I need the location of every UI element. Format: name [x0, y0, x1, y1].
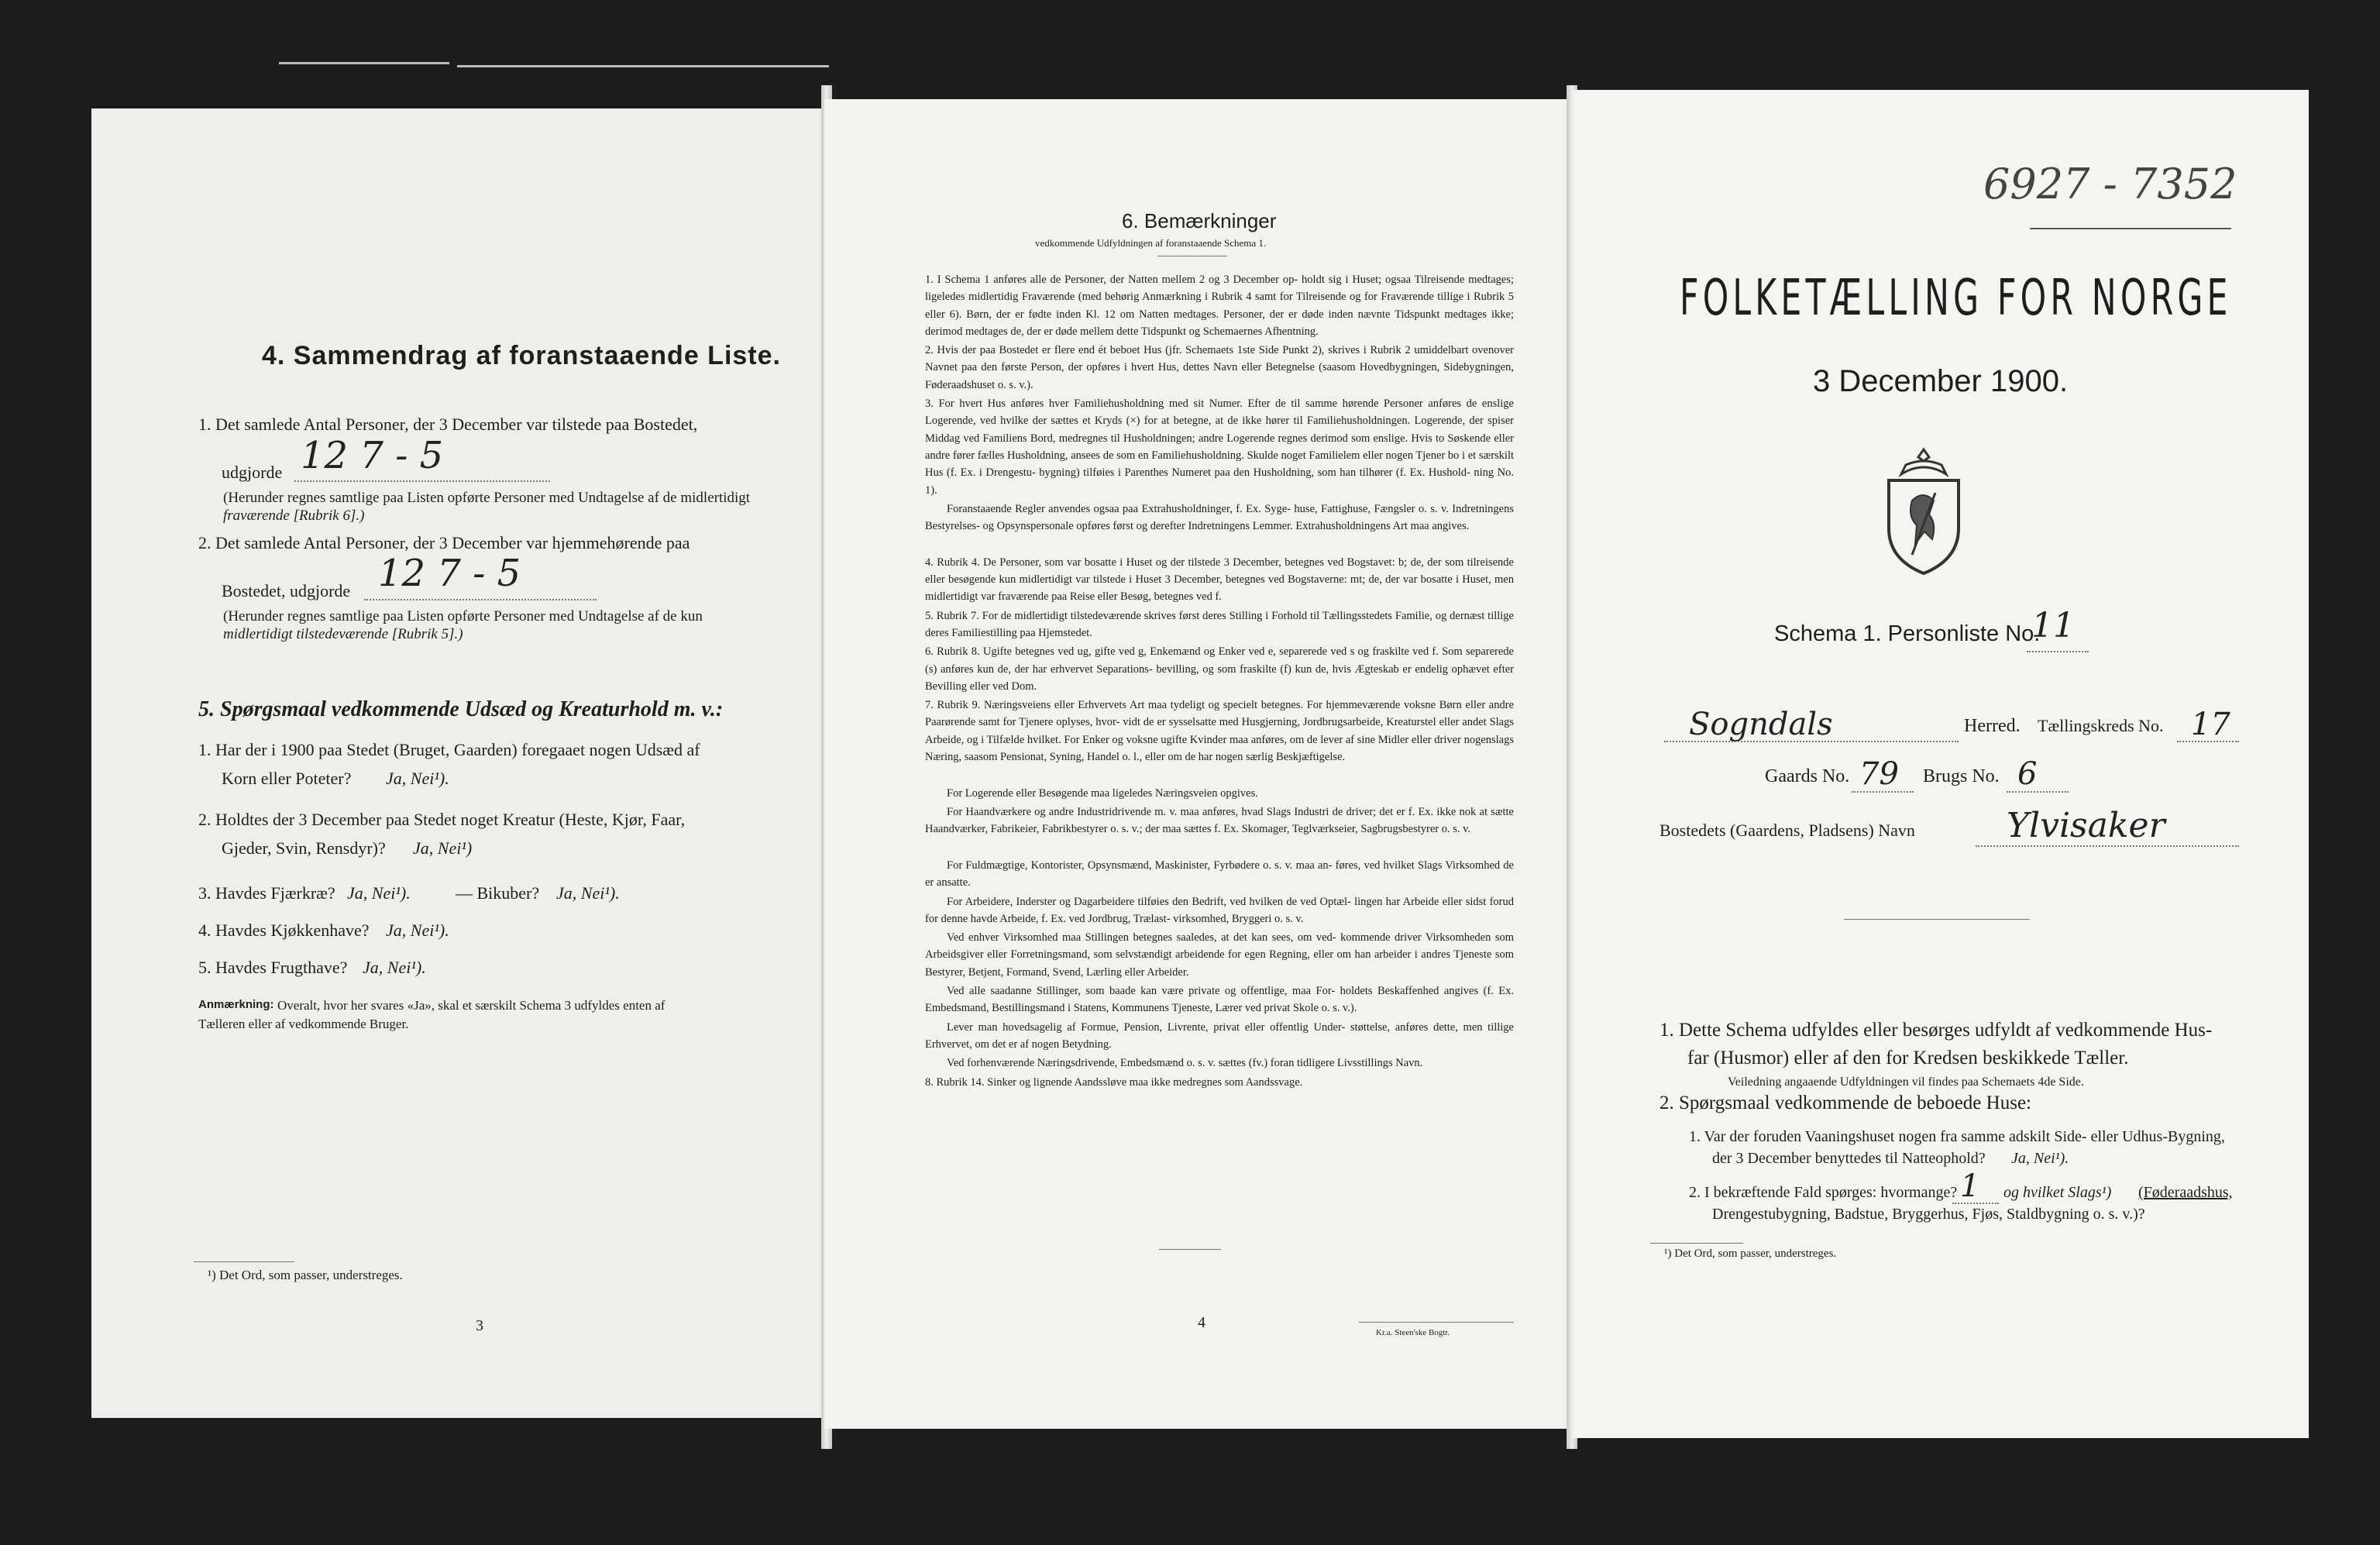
summary-item-1-note: (Herunder regnes samtlige paa Listen opførte Personer med Undtagelse af de midlertidigt: [223, 490, 751, 506]
question-5-answer: Ja, Nei¹).: [363, 958, 426, 977]
remark-item: Foranstaaende Regler anvendes ogsaa paa Extrahusholdninger, f. Ex. Syge- huse, Fattighuse, Fængsler o. s. v. Indretningens Bestyrelses- og Opsynspersonale opføres først og derefter Indretningens Lemmer. Extrahusholdningens Art maa angives.: [925, 502, 1514, 533]
remark-item: Lever man hovedsagelig af Formue, Pension, Livrente, privat eller offentlig Under- støttelse, anføres dette, men tillige Erhvervet, om det er af nogen Betydning.: [925, 1020, 1514, 1051]
schema-label: Schema 1. Personliste No.: [1774, 621, 2041, 646]
schema-number: 11: [2031, 606, 2075, 645]
fill-line: [1664, 741, 1959, 742]
house-question-2-options: (Føderaadshus,: [2138, 1184, 2233, 1201]
house-question-2-options-2: Drengestubygning, Badstue, Bryggerhus, Fjøs, Staldbygning o. s. v.)?: [1712, 1206, 2145, 1223]
house-question-2-middle: og hvilket Slags¹): [2003, 1184, 2112, 1201]
question-2: 2. Holdtes der 3 December paa Stedet noget Kreatur (Heste, Kjør, Faar,: [198, 810, 686, 829]
question-3: 3. Havdes Fjærkræ?: [198, 883, 335, 903]
summary-item-1: 1. Det samlede Antal Personer, der 3 December var tilstede paa Bostedet,: [198, 415, 698, 434]
house-question-2: 2. I bekræftende Fald spørges: hvormange?: [1689, 1184, 1958, 1201]
remark-item: 4. Rubrik 4. De Personer, som var bosatte i Huset og der tilstede 3 December, betegnes ved Bogstavet: b; de, der som tilreisende eller besøgende kun midlertidigt var tilstede i Huset 3 December, betegnes ved Bogstaverne: mt; de, der var bosatte i Huset, men midlertidigt var fraværende paa Reise eller Besøg, betegnes ved f.: [925, 556, 1514, 604]
question-5: 5. Havdes Frugthave?: [198, 958, 348, 977]
instruction-2: 2. Spørgsmaal vedkommende de beboede Huse:: [1659, 1093, 2031, 1113]
question-4: 4. Havdes Kjøkkenhave?: [198, 920, 370, 940]
section-4-title: 4. Sammendrag af foranstaaende Liste.: [262, 341, 781, 370]
page-number: 4: [1198, 1314, 1205, 1331]
house-question-1-answer: Ja, Nei¹).: [2011, 1150, 2069, 1167]
archive-number: 6927 - 7352: [1983, 160, 2237, 208]
form-title: FOLKETÆLLING FOR NORGE: [1680, 270, 2232, 327]
fill-line: [1852, 791, 1914, 793]
house-question-1: 1. Var der foruden Vaaningshuset nogen fra samme adskilt Side- eller Udhus-Bygning,: [1689, 1128, 2225, 1145]
background-mark: [279, 62, 449, 64]
instruction-1: 1. Dette Schema udfyldes eller besørges udfyldt af vedkommende Hus-: [1659, 1020, 2213, 1041]
instruction-1-line-2: far (Husmor) eller af den for Kredsen beskikkede Tæller.: [1687, 1048, 2129, 1068]
remark-item: For Haandværkere og andre Industridrivende m. v. maa anføres, hvad Slags Industri de driver; det er f. Ex. ikke nok at sætte Haandværker, Fabrikeier, Fabrikbestyrer o. s. v.; der maa sættes f. Ex. Skomager, Teglværkseier, Sagbrugsbestyrer o. s. v.: [925, 806, 1514, 836]
note-line-1: Overalt, hvor her svares «Ja», skal et særskilt Schema 3 udfyldes enten af: [277, 998, 666, 1013]
gaards-number: 79: [1859, 756, 1899, 792]
bosted-value: Ylvisaker: [2007, 806, 2165, 845]
note-line-2: Tælleren eller af vedkommende Bruger.: [198, 1017, 409, 1031]
page-number: 3: [476, 1317, 483, 1334]
krets-number: 17: [2191, 707, 2230, 742]
question-3b: — Bikuber?: [456, 883, 540, 903]
brugs-label: Brugs No.: [1923, 766, 2000, 786]
herred-value: Sogndals: [1689, 707, 1833, 742]
summary-item-1-value: 12 7 - 5: [301, 434, 444, 477]
summary-item-1-note-2: fraværende [Rubrik 6].): [223, 508, 365, 524]
house-question-1-line-2: der 3 December benyttedes til Natteophold?: [1712, 1150, 1986, 1167]
fill-line: [364, 599, 597, 600]
remark-item: For Fuldmægtige, Kontorister, Opsynsmænd, Maskinister, Fyrbødere o. s. v. maa an- føres, ved hvilket Slags Virksomhed de er ansatte.: [925, 859, 1514, 889]
gaards-label: Gaards No.: [1765, 766, 1850, 786]
herred-label: Herred.: [1964, 716, 2021, 736]
remark-item: Ved forhenværende Næringsdrivende, Embedsmænd o. s. v. sættes (fv.) foran tidligere Livsstillings Navn.: [947, 1057, 1423, 1070]
remark-item: 3. For hvert Hus anføres hver Familiehusholdning med sit Numer. Efter de til samme hørende Personer anføres de enslige Logerende, ved hvilke der sættes et Kryds (×) for at betegne, at de ikke hører til Familiehusholdningen. Logerende, der spiser Middag ved Familiens Bord, medregnes til Husholdningen; andre Logerende regnes derimod som enslige. Hvis to Søskende eller andre fører fælles Husholdning, ansees de som en Familiehusholdning. Skulde noget Familielem eller nogen Tjener bo i et særskilt Hus (f. Ex. i Drengestu- bygning) tilføies i Parenthes Numeret paa den Husholdning, som han tilhører (f. Ex. Hushold- ning No. 1).: [925, 397, 1514, 497]
remark-item: 7. Rubrik 9. Næringsveiens eller Erhvervets Art maa tydeligt og specielt betegnes. For hjemmeværende voksne Børn eller andre Paarørende samt for Tjenere oplyses, hvor- vidt de er sysselsatte med Husgjerning, Jordbrugsarbeide, Kreaturstel eller andet Slags Arbeide, og i Tilfælde hvilket. For Enker og voksne ugifte Kvinder maa anføres, om de lever af sine Midler eller driver nogenslags Næring, saasom Pensionat, Syning, Handel o. l., eller om de har nogen særlig Beskjæftigelse.: [925, 699, 1514, 764]
remark-item: 8. Rubrik 14. Sinker og lignende Aandssløve maa ikke medregnes som Aandssvage.: [925, 1075, 1303, 1089]
question-3b-answer: Ja, Nei¹).: [556, 883, 620, 903]
census-date: 3 December 1900.: [1813, 364, 2069, 398]
fill-line: [2007, 791, 2069, 793]
question-1-answer: Ja, Nei¹).: [386, 769, 449, 788]
page-1: [1573, 90, 2309, 1438]
remark-item: 6. Rubrik 8. Ugifte betegnes ved ug, gifte ved g, Enkemænd og Enker ved e, separerede ved s og fraskilte ved f. Som separerede (s) anføres kun de, der har erhvervet Separations- bevilling, og som fraskilte (f) kun de, hvis Ægteskab er endelig ophævet efter Bevilling eller ved Dom.: [925, 645, 1514, 693]
rule: [1359, 1322, 1514, 1323]
rule: [1844, 919, 2030, 920]
house-question-2-count: 1: [1960, 1168, 1980, 1204]
remark-item: For Arbeidere, Inderster og Dagarbeidere tilføies den Bedrift, ved hvilken de ved Optæl- lingen har Arbeide eller sidst forud for denne havde Arbeide, f. Ex. ved Jordbrug, Trælast- virksomhed, Bryggeri o. s. v.: [925, 895, 1514, 925]
printer-name: Kr.a. Steen'ske Bogtr.: [1376, 1328, 1450, 1337]
question-3-answer: Ja, Nei¹).: [347, 883, 411, 903]
footnote: ¹) Det Ord, som passer, understreges.: [208, 1268, 403, 1282]
fill-line: [294, 480, 550, 482]
remarks-subtitle: vedkommende Udfyldningen af foranstaaende Schema 1.: [1035, 237, 1267, 249]
summary-item-2: 2. Det samlede Antal Personer, der 3 December var hjemmehørende paa: [198, 533, 690, 552]
brugs-number: 6: [2017, 756, 2038, 792]
summary-item-2-note: (Herunder regnes samtlige paa Listen opførte Personer med Undtagelse af de kun: [223, 608, 703, 625]
summary-item-2-note-2: midlertidigt tilstedeværende [Rubrik 5].): [223, 626, 463, 642]
summary-item-1-prefix: udgjorde: [222, 463, 283, 482]
remarks-title: 6. Bemærkninger: [1122, 209, 1277, 232]
rule: [1159, 1249, 1221, 1250]
remark-item: Ved alle saadanne Stillinger, som baade kan være private og offentlige, maa For- holdets Beskaffenhed angives (f. Ex. Embedsmand, Bestillingsmand i Statens, Kommunens Tjeneste, Lærer ved privat Skole o. s. v.).: [925, 985, 1514, 1015]
coat-of-arms: [1881, 446, 1966, 582]
background-mark: [457, 65, 829, 67]
fill-line: [2177, 741, 2239, 742]
section-5-title: 5. Spørgsmaal vedkommende Udsæd og Kreaturhold m. v.:: [198, 697, 724, 721]
rule: [2030, 228, 2231, 229]
page-3: [91, 108, 823, 1418]
page-4: [824, 99, 1568, 1429]
bosted-label: Bostedets (Gaardens, Pladsens) Navn: [1659, 821, 1915, 840]
summary-item-2-prefix: Bostedet, udgjorde: [222, 581, 351, 600]
question-1-line-2: Korn eller Poteter?: [222, 769, 352, 788]
instruction-1-note: Veiledning angaaende Udfyldningen vil findes paa Schemaets 4de Side.: [1728, 1075, 2084, 1089]
remark-item: Ved enhver Virksomhed maa Stillingen betegnes saaledes, at det kan sees, om ved- kommende driver Virksomheden som Arbeidsgiver eller Forretningsmand, som selvstændigt arbeidende for egen Regning, eller om han arbeider i andres Tjeneste som Bestyrer, Betjent, Formand, Svend, Lærling eller Arbeider.: [925, 931, 1514, 979]
remark-item: 5. Rubrik 7. For de midlertidigt tilstedeværende skrives først deres Stilling i Forhold til Tællingsstedets Familie, og dernæst tillige deres Familiestilling paa Hjemstedet.: [925, 609, 1514, 639]
note-label: Anmærkning:: [198, 998, 274, 1011]
remark-item: 1. I Schema 1 anføres alle de Personer, der Natten mellem 2 og 3 December op- holdt sig i Huset; ogsaa Tilreisende medtages; ligeledes midlertidig Fraværende (med behørig Anmærkning i Rubrik 4 samt for Tilreisende og for Fraværende tillige i Rubrik 5 eller 6). Børn, der er fødte inden Kl. 12 om Natten medtages. Personer, der er døde inden nævnte Tidspunkt medtages ikke; derimod medtages de, der er døde mellem dette Tidspunkt og Schemaernes Afhentning.: [925, 274, 1514, 338]
fill-line: [1952, 1203, 1999, 1204]
fill-line: [1976, 845, 2239, 847]
remark-item: For Logerende eller Besøgende maa ligeledes Næringsveien opgives.: [947, 786, 1258, 800]
footnote-rule: [194, 1261, 294, 1262]
remark-item: 2. Hvis der paa Bostedet er flere end ét beboet Hus (jfr. Schemaets 1ste Side Punkt 2), skrives i Rubrik 2 umiddelbart ovenover Navnet paa den første Person, der opføres i hvert Hus, dettes Navn eller Betegnelse (saasom Hovedbygningen, Sidebygningen, Føderaadshuset o. s. v.).: [925, 344, 1514, 391]
krets-label: Tællingskreds No.: [2038, 716, 2164, 735]
question-2-answer: Ja, Nei¹): [413, 838, 473, 858]
summary-item-2-value: 12 7 - 5: [378, 552, 521, 595]
fill-line: [2027, 651, 2089, 652]
footnote-rule: [1650, 1243, 1743, 1244]
question-4-answer: Ja, Nei¹).: [386, 920, 449, 940]
footnote: ¹) Det Ord, som passer, understreges.: [1664, 1247, 1837, 1260]
question-1: 1. Har der i 1900 paa Stedet (Bruget, Gaarden) foregaaet nogen Udsæd af: [198, 740, 700, 759]
question-2-line-2: Gjeder, Svin, Rensdyr)?: [222, 838, 386, 858]
